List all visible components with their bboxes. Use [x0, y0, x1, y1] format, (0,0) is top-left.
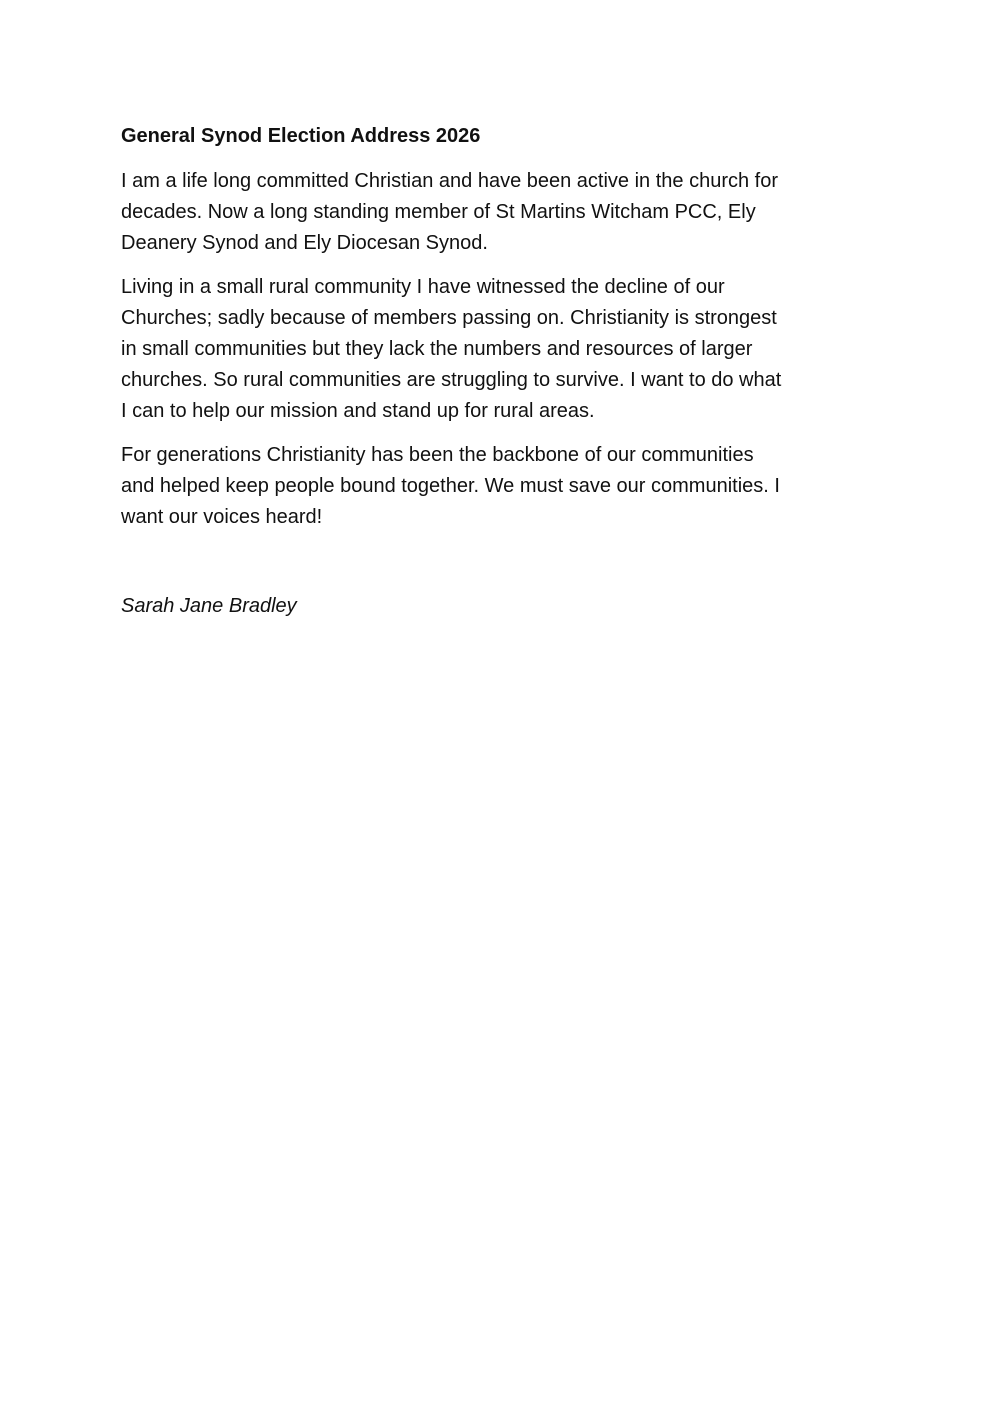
- paragraph-line: Churches; sadly because of members passing on. Christianity is strongest: [121, 307, 777, 329]
- document-body: [121, 122, 881, 546]
- paragraph-line: and helped keep people bound together. We must save our communities. I: [121, 475, 780, 497]
- paragraph-line: For generations Christianity has been the backbone of our communities: [121, 444, 754, 466]
- document-title: General Synod Election Address 2026: [121, 125, 481, 147]
- paragraph-line: churches. So rural communities are struggling to survive. I want to do what: [121, 369, 782, 391]
- paragraph-1: [121, 166, 881, 259]
- paragraph-line: Living in a small rural community I have witnessed the decline of our: [121, 276, 725, 298]
- paragraph-line: Deanery Synod and Ely Diocesan Synod.: [121, 232, 488, 254]
- paragraph-line: want our voices heard!: [121, 506, 323, 528]
- paragraph-line: I can to help our mission and stand up for rural areas.: [121, 400, 595, 422]
- paragraph-3: [121, 440, 881, 533]
- paragraph-line: decades. Now a long standing member of St Martins Witcham PCC, Ely: [121, 201, 756, 223]
- paragraph-line: in small communities but they lack the numbers and resources of larger: [121, 338, 753, 360]
- paragraph-2: [121, 272, 881, 427]
- signature: Sarah Jane Bradley: [121, 595, 297, 617]
- paragraph-line: I am a life long committed Christian and have been active in the church for: [121, 170, 779, 192]
